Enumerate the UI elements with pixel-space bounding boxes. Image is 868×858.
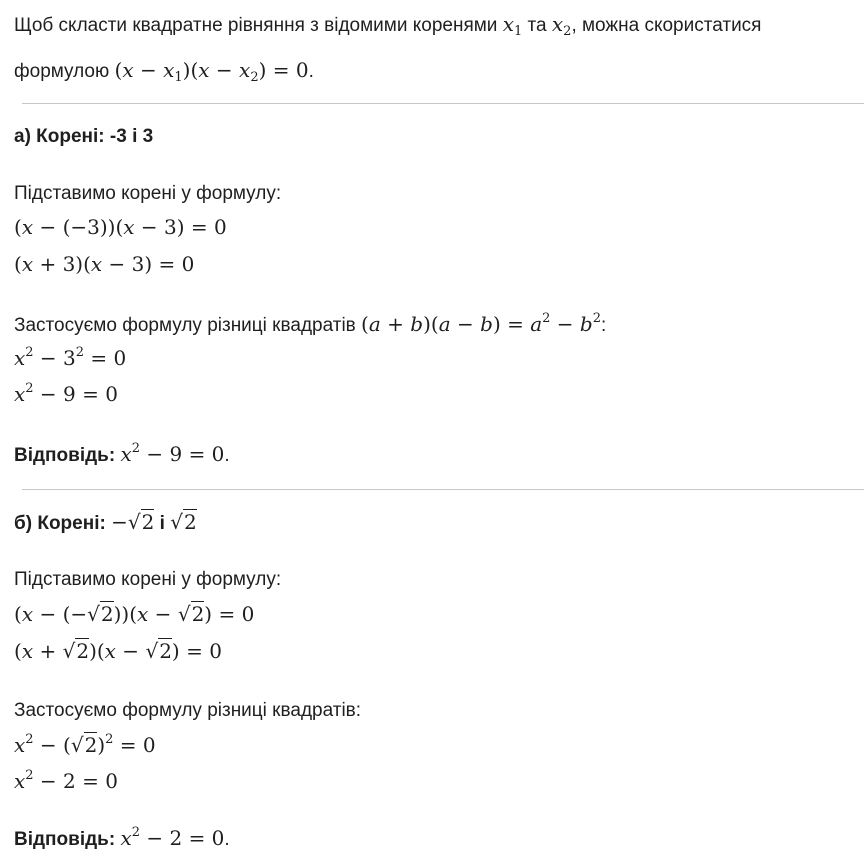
intro-formula: $(x - x_1)(x - x_2) = 0$ [114, 58, 309, 85]
section-a-eq-3: $x^2 - 3^2 = 0$ [14, 345, 127, 370]
section-b-answer: Відповідь: $x^2 - 2 = 0$. [14, 825, 230, 850]
section-a-substitute: Підставимо корені у формулу: [14, 183, 282, 204]
answer-label: Відповідь: [14, 445, 116, 466]
section-b-eq-1: (x − (−√2))(x − √2) = 0 [14, 602, 255, 626]
section-a-eq-4: $x^2 - 9 = 0$ [14, 381, 118, 406]
root-neg-sqrt2: −√2 [111, 510, 155, 534]
intro-line-1 [14, 10, 761, 40]
section-a-answer: Відповідь: $x^2 - 9 = 0$. [14, 441, 230, 466]
intro-x1: $x_1$ [502, 12, 523, 39]
section-b-heading: б) Корені: −√2 і √2 [14, 510, 197, 534]
answer-label: Відповідь: [14, 829, 116, 850]
section-a-heading: а) Корені: -3 і 3 [14, 126, 154, 147]
difference-of-squares-formula: $(a + b)(a - b) = a^2 - b^2$ [361, 311, 602, 336]
intro-text-3: формулою [14, 61, 110, 82]
section-b-answer-eq: $x^2 - 2 = 0$ [120, 825, 225, 850]
section-b-eq-2: (x + √2)(x − √2) = 0 [14, 639, 222, 663]
root-sqrt2: √2 [170, 510, 197, 534]
section-b-substitute: Підставимо корені у формулу: [14, 569, 282, 590]
intro-text-2: , можна скористатися [571, 15, 762, 36]
intro-text: Щоб скласти квадратне рівняння з відомими коренями [14, 15, 498, 36]
divider [22, 103, 864, 104]
section-a-apply: Застосуємо формулу різниці квадратів $(a + b)(a - b) = a^2 - b^2$: [14, 311, 607, 336]
section-b-apply: Застосуємо формулу різниці квадратів: [14, 700, 362, 721]
intro-x2: $x_2$ [551, 12, 572, 39]
section-b-eq-3: $x^2 - (√2)^2 = 0$ [14, 732, 156, 757]
intro-line-2: формулою $(x - x_1)(x - x_2) = 0$. [14, 58, 314, 85]
section-a-eq-2: (x + 3)(x − 3) = 0 [14, 252, 195, 276]
section-a-eq-1: (x − (−3))(x − 3) = 0 [14, 215, 227, 239]
divider [22, 489, 864, 490]
intro-and: та [527, 15, 547, 36]
section-b-eq-4: $x^2 - 2 = 0$ [14, 768, 118, 793]
section-a-answer-eq: $x^2 - 9 = 0$ [120, 441, 225, 466]
